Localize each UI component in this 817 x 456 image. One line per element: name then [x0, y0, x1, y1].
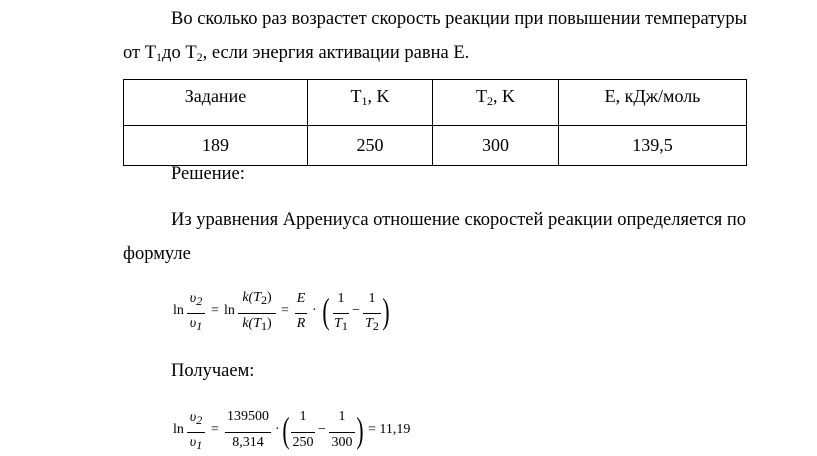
table-row: [124, 126, 747, 166]
explanation-line-2: формуле: [123, 244, 191, 264]
frac-k-t1: $k(T_1)$: [242, 316, 272, 333]
cell-task: 189: [124, 126, 308, 166]
header-task: Задание: [124, 80, 308, 126]
explanation-line-1: Из уравнения Аррениуса отношение скоростей реакции определяется по: [171, 210, 746, 230]
table-header-row: [124, 80, 747, 126]
cell-t2: 300: [433, 126, 559, 166]
header-t1: $T_1$, K: [308, 80, 433, 126]
data-table: [123, 79, 747, 166]
frac-k-t2: $k(T_2)$: [242, 290, 272, 307]
frac-v1: $\upsilon_1$: [189, 316, 203, 333]
intro-line-1: Во сколько раз возрастет скорость реакции при повышении температуры: [171, 9, 747, 29]
frac-v2: $\upsilon_2$: [189, 291, 203, 308]
frac-t1: $T_1$: [334, 316, 348, 333]
frac-den-8314: 8,314: [232, 435, 264, 450]
header-t2: $T_2$, K: [433, 80, 559, 126]
header-energy: E, кДж/моль: [559, 80, 747, 126]
intro-line-2: от $T_1до$ $T_2$, если энергия активации равна E.: [123, 43, 470, 64]
result-label: Получаем:: [171, 361, 255, 381]
solution-label: Решение:: [171, 164, 245, 184]
frac-t2: $T_2$: [365, 316, 379, 333]
result-value: = 11,19: [368, 422, 411, 437]
frac-num-139500: 139500: [227, 409, 269, 424]
cell-energy: 139,5: [559, 126, 747, 166]
cell-t1: 250: [308, 126, 433, 166]
